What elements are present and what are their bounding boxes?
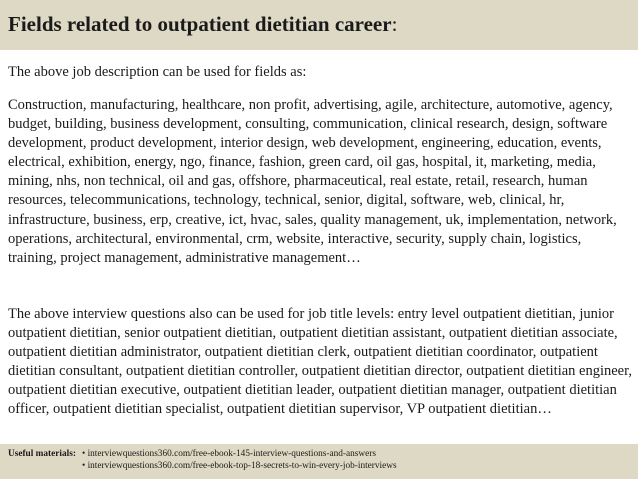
page-title xyxy=(8,12,397,37)
footer-link[interactable]: • interviewquestions360.com/free-ebook-top-18-secrets-to-win-every-job-interviews xyxy=(82,461,397,471)
footer-row-2 xyxy=(8,460,397,472)
job-levels-paragraph: The above interview questions also can be used for job title levels: entry level outpatient dietitian, junior outpatient dietitian, senior outpatient dietitian, outpatient dietitian assistant, outpatient dietitian associate, outpatient dietitian administrator, outpatient dietitian clerk, outpatient dietitian coordinator, outpatient dietitian consultant, outpatient dietitian controller, outpatient dietitian director, outpatient dietitian engineer, outpatient dietitian executive, outpatient dietitian leader, outpatient dietitian manager, outpatient dietitian officer, outpatient dietitian specialist, outpatient dietitian supervisor, VP outpatient dietitian… xyxy=(8,306,632,418)
footer-label xyxy=(8,448,82,460)
footer-label-text: Useful materials xyxy=(8,449,73,459)
footer-row-1 xyxy=(8,448,397,460)
page-title-text: Fields related to outpatient dietitian career xyxy=(8,12,392,36)
intro-text: The above job description can be used for fields as: xyxy=(8,64,307,80)
page-title-colon: : xyxy=(391,12,398,36)
footer-link[interactable]: • interviewquestions360.com/free-ebook-145-interview-questions-and-answers xyxy=(82,449,376,459)
fields-list-paragraph: Construction, manufacturing, healthcare, non profit, advertising, agile, architecture, automotive, agency, budget, building, business development, consulting, communication, clinical research, design, software development, product development, interior design, web development, engineering, education, events, electrical, exhibition, energy, ngo, finance, fashion, green card, oil gas, hospital, it, marketing, media, mining, nhs, non technical, oil and gas, offshore, pharmaceutical, real estate, retail, research, human resources, telecommunications, technology, technical, senior, digital, software, web, clinical, hr, infrastructure, business, erp, creative, ict, hvac, sales, quality management, uk, implementation, network, operations, architectural, environmental, crm, website, interactive, security, supply chain, logistics, training, project management, administrative management… xyxy=(8,97,617,266)
footer-label-colon: : xyxy=(72,449,76,459)
footer xyxy=(8,448,397,472)
